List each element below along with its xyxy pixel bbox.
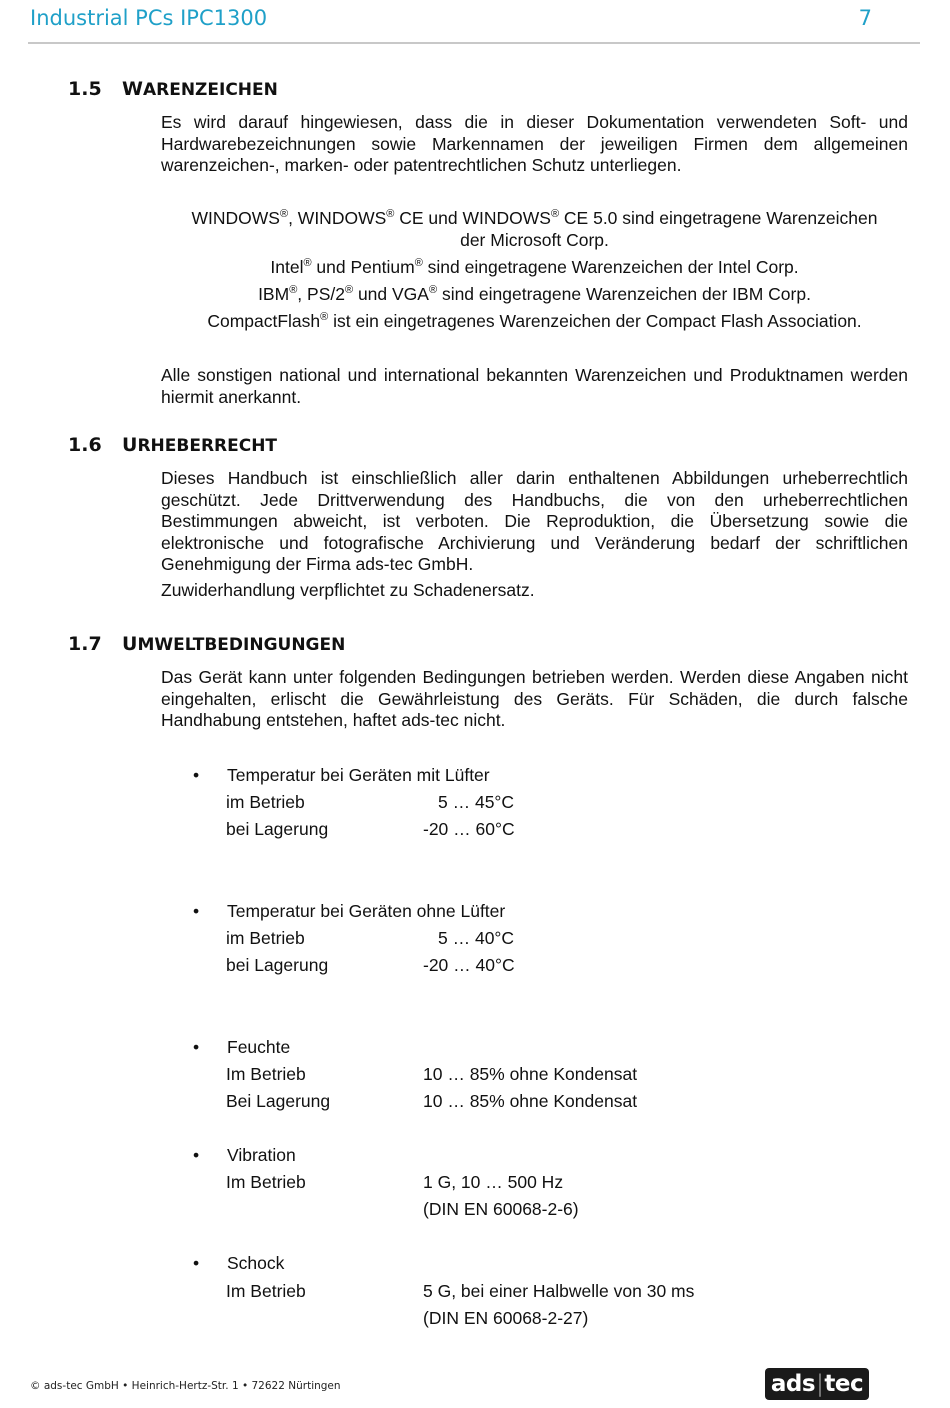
spec-standard-note: (DIN EN 60068-2-27): [423, 1308, 589, 1328]
spec-label: Im Betrieb: [226, 1281, 306, 1301]
spec-label: bei Lagerung: [226, 819, 329, 839]
trademark-line-ibm: IBM®, PS/2® und VGA® sind eingetragene Warenzeichen der IBM Corp.: [258, 284, 811, 304]
spec-label: im Betrieb: [226, 928, 305, 948]
section-title: UMWELTBEDINGUNGEN: [122, 633, 346, 655]
trademark-line-intel: Intel® und Pentium® sind eingetragene Warenzeichen der Intel Corp.: [270, 257, 799, 277]
spec-value: 5 … 40°C: [438, 928, 515, 948]
bullet-icon: •: [193, 1037, 200, 1057]
footer-address: © ads-tec GmbH • Heinrich-Hertz-Str. 1 • 72622 Nürtingen: [30, 1380, 341, 1392]
trademark-line-windows: WINDOWS®, WINDOWS® CE und WINDOWS® CE 5.0 sind eingetragene Warenzeichen der Microsoft Corp.: [191, 208, 878, 250]
spec-label: im Betrieb: [226, 792, 305, 812]
spec-standard-note: (DIN EN 60068-2-6): [423, 1199, 579, 1219]
bullet-icon: •: [193, 765, 200, 785]
spec-value: 5 … 45°C: [438, 792, 515, 812]
spec-label: Im Betrieb: [226, 1064, 306, 1084]
spec-label: Im Betrieb: [226, 1172, 306, 1192]
spec-value: 1 G, 10 … 500 Hz: [423, 1172, 564, 1192]
spec-title-humidity: Feuchte: [227, 1037, 291, 1057]
copyright-paragraph: Dieses Handbuch ist einschließlich aller darin enthaltenen Abbildungen urheberrechtlich geschützt. Jede Drittverwendung des Handbuchs, die von den urheberrechtlichen Bestimmungen abweicht, ist verboten. Die Reproduktion, die Übersetzung sowie die elektronische und fotografische Archivierung und Veränderung bedarf der schriftlichen Genehmigung der Firma ads-tec GmbH.: [161, 468, 908, 574]
spec-value: -20 … 60°C: [423, 819, 515, 839]
section-number: 1.6: [68, 434, 102, 456]
spec-title-shock: Schock: [227, 1253, 285, 1273]
environment-intro-paragraph: Das Gerät kann unter folgenden Bedingungen betrieben werden. Werden diese Angaben nicht eingehalten, erlischt die Gewährleistung des Geräts. Für Schäden, die durch falsche Handhabung entstehen, haftet ads-tec nicht.: [161, 667, 908, 730]
spec-title-vibration: Vibration: [227, 1145, 296, 1165]
page-header: [28, 4, 920, 44]
bullet-icon: •: [193, 1253, 200, 1273]
bullet-icon: •: [193, 901, 200, 921]
spec-label: bei Lagerung: [226, 955, 329, 975]
spec-value: 10 … 85% ohne Kondensat: [423, 1091, 638, 1111]
trademarks-intro-paragraph: Es wird darauf hingewiesen, dass die in dieser Dokumentation verwendeten Soft- und Hardwarebezeichnungen sowie Markennamen der jeweiligen Firmen dem allgemeinen warenzeichen-, marken- oder patentrechtlichen Schutz unterliegen.: [161, 112, 908, 175]
section-heading-copyright: [68, 434, 277, 456]
section-number: 1.5: [68, 78, 102, 100]
section-number: 1.7: [68, 633, 102, 655]
section-heading-trademarks: [68, 78, 278, 100]
section-heading-environment: [68, 633, 345, 655]
spec-value: 5 G, bei einer Halbwelle von 30 ms: [423, 1281, 695, 1301]
bullet-icon: •: [193, 1145, 200, 1165]
copyright-damages-paragraph: Zuwiderhandlung verpflichtet zu Schadenersatz.: [161, 580, 535, 600]
spec-value: -20 … 40°C: [423, 955, 515, 975]
spec-title-temp-fan: Temperatur bei Geräten mit Lüfter: [227, 765, 490, 785]
document-title: Industrial PCs IPC1300: [30, 6, 268, 30]
page-number: 7: [858, 6, 872, 30]
section-title: WARENZEICHEN: [122, 78, 278, 100]
spec-title-temp-nofan: Temperatur bei Geräten ohne Lüfter: [227, 901, 506, 921]
section-title: URHEBERRECHT: [122, 434, 278, 456]
spec-label: Bei Lagerung: [226, 1091, 331, 1111]
trademarks-acknowledgement-paragraph: Alle sonstigen national und international bekannten Warenzeichen und Produktnamen werden hiermit anerkannt.: [161, 365, 908, 407]
trademark-line-compactflash: CompactFlash® ist ein eingetragenes Warenzeichen der Compact Flash Association.: [207, 311, 862, 331]
spec-value: 10 … 85% ohne Kondensat: [423, 1064, 638, 1084]
ads-tec-logo: ads|tec: [765, 1368, 869, 1400]
